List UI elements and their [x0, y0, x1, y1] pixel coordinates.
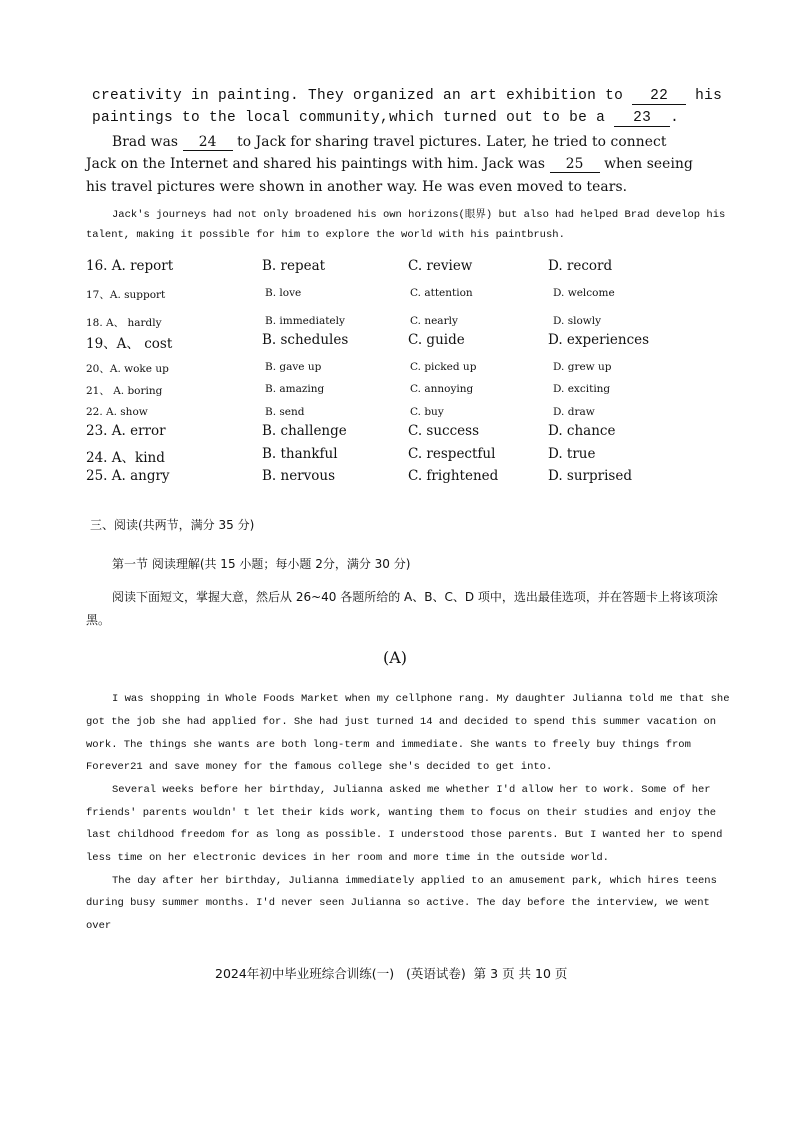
option-16-c: C. review — [408, 258, 473, 274]
option-16-a: 16. A. report — [86, 258, 174, 274]
option-24-a: 24. A、kind — [86, 450, 165, 466]
text: creativity in painting. They organized an art exhibition to — [92, 88, 624, 104]
option-25-c: C. frightened — [408, 468, 499, 484]
option-17-b: B. love — [265, 287, 302, 299]
section-sub: 第一节 阅读理解(共 15 小题；每小题 2分，满分 30 分) — [112, 557, 411, 571]
passage-a-line: Several weeks before her birthday, Julianna asked me whether I'd allow her to work. Some of her — [112, 784, 711, 796]
option-19-a: 19、A、 cost — [86, 336, 173, 352]
section-heading: 三、阅读(共两节，满分 35 分) — [90, 518, 255, 532]
passage-line-2 — [92, 110, 679, 127]
option-20-c: C. picked up — [410, 361, 477, 373]
option-25-a: 25. A. angry — [86, 468, 170, 484]
text: paintings to the local community,which turned out to be a — [92, 110, 606, 126]
text: when seeing — [604, 156, 693, 172]
passage-a-line: work. The things she wants are both long-term and immediate. She wants to freely buy things from — [86, 739, 691, 751]
passage-a-line: over — [86, 920, 112, 932]
page-footer: 2024年初中毕业班综合训练(一) (英语试卷) 第 3 页 共 10 页 — [215, 966, 568, 981]
passage-line-3 — [112, 134, 667, 151]
option-19-c: C. guide — [408, 332, 465, 348]
blank-23: 23 — [614, 111, 670, 127]
option-20-d: D. grew up — [553, 361, 612, 373]
option-22-d: D. draw — [553, 406, 595, 418]
passage-a-line: got the job she had applied for. She had just turned 14 and decided to spend this summer vacation on — [86, 716, 717, 728]
option-16-d: D. record — [548, 258, 613, 274]
text: Jack on the Internet and shared his paintings with him. Jack was — [86, 156, 546, 172]
option-21-d: D. exciting — [553, 383, 611, 395]
option-18-c: C. nearly — [410, 315, 458, 327]
option-21-c: C. annoying — [410, 383, 474, 395]
option-23-c: C. success — [408, 423, 480, 439]
option-18-d: D. slowly — [553, 315, 602, 327]
passage-a-line: during busy summer months. I'd never seen Julianna so active. The day before the interview, we went — [86, 897, 710, 909]
option-23-b: B. challenge — [262, 423, 347, 439]
passage-a-line: last childhood freedom for as long as possible. I understood those parents. But I wanted her to spend — [86, 829, 723, 841]
option-25-d: D. surprised — [548, 468, 632, 484]
option-20-a: 20、A. woke up — [86, 363, 169, 375]
option-18-a: 18. A、 hardly — [86, 317, 162, 329]
blank-22: 22 — [632, 89, 686, 105]
option-17-a: 17、A. support — [86, 289, 166, 301]
option-17-c: C. attention — [410, 287, 473, 299]
passage-a-line: less time on her electronic devices in her room and more time in the outside world. — [86, 852, 609, 864]
text: Brad was — [112, 134, 179, 150]
option-24-b: B. thankful — [262, 446, 338, 462]
passage-a-line: The day after her birthday, Julianna immediately applied to an amusement park, which hires teens — [112, 875, 717, 887]
option-23-a: 23. A. error — [86, 423, 166, 439]
passage-label: (A) — [383, 648, 408, 667]
passage-line-7: talent, making it possible for him to explore the world with his paintbrush. — [86, 229, 565, 241]
option-21-b: B. amazing — [265, 383, 325, 395]
blank-25: 25 — [550, 158, 600, 173]
text: his — [695, 88, 723, 104]
option-24-d: D. true — [548, 446, 596, 462]
option-22-b: B. send — [265, 406, 305, 418]
passage-line-6: Jack's journeys had not only broadened his own horizons(眼界) but also had helped Brad develop his — [112, 209, 726, 221]
option-18-b: B. immediately — [265, 315, 345, 327]
option-17-d: D. welcome — [553, 287, 615, 299]
option-16-b: B. repeat — [262, 258, 326, 274]
text: to Jack for sharing travel pictures. Later, he tried to connect — [237, 134, 667, 150]
blank-24: 24 — [183, 136, 233, 151]
option-19-b: B. schedules — [262, 332, 349, 348]
option-20-b: B. gave up — [265, 361, 322, 373]
text: . — [670, 110, 680, 126]
passage-a-line: friends' parents wouldn' t let their kids work, wanting them to focus on their studies and enjoy the — [86, 807, 717, 819]
instruction-line-2: 黑。 — [86, 613, 111, 627]
instruction-line-1: 阅读下面短文，掌握大意，然后从 26~40 各题所给的 A、B、C、D 项中，选出最佳选项，并在答题卡上将该项涂 — [112, 590, 718, 604]
passage-a-line: I was shopping in Whole Foods Market when my cellphone rang. My daughter Julianna told me that she — [112, 693, 730, 705]
passage-line-5: his travel pictures were shown in another way. He was even moved to tears. — [86, 179, 628, 195]
option-21-a: 21、 A. boring — [86, 385, 163, 397]
option-22-a: 22. A. show — [86, 406, 148, 418]
passage-line-1 — [92, 88, 722, 105]
option-25-b: B. nervous — [262, 468, 336, 484]
option-22-c: C. buy — [410, 406, 444, 418]
option-19-d: D. experiences — [548, 332, 650, 348]
option-23-d: D. chance — [548, 423, 616, 439]
passage-line-4 — [86, 156, 693, 173]
option-24-c: C. respectful — [408, 446, 496, 462]
passage-a-line: Forever21 and save money for the famous college she's decided to get into. — [86, 761, 553, 773]
